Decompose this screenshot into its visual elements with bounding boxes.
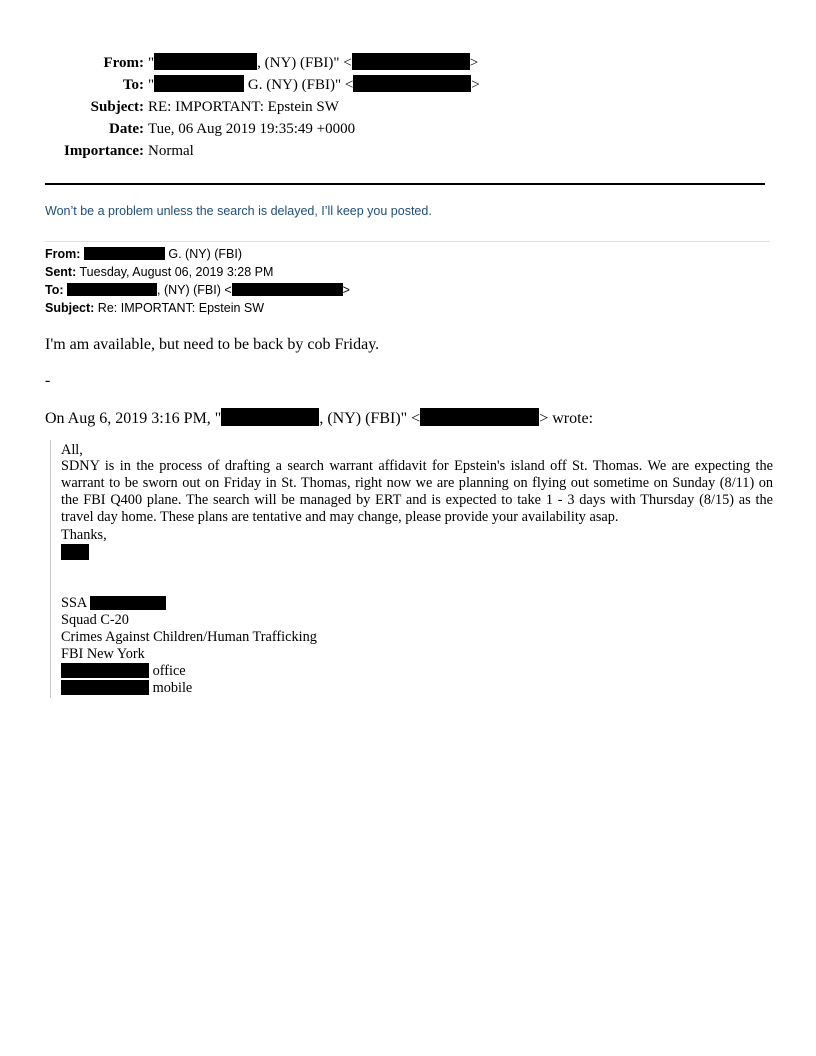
fwd-from-row (45, 245, 242, 263)
subject-label: Subject: (90, 99, 144, 115)
fwd-to-row (45, 281, 350, 299)
fwd-to-label: To: (45, 283, 64, 297)
sig-mobile-phone: mobile (61, 680, 192, 697)
redaction (67, 283, 157, 296)
attribution-line: On Aug 6, 2019 3:16 PM, " , (NY) (FBI)" < > wrote: (45, 410, 594, 427)
fwd-subject-label: Subject: (45, 301, 95, 315)
fwd-from-value: G. (NY) (FBI) (164, 247, 242, 261)
redaction (232, 283, 343, 296)
fwd-sent-value: Tuesday, August 06, 2019 3:28 PM (79, 265, 274, 279)
quoted-thanks: Thanks, (61, 527, 107, 543)
importance-value: Normal (148, 143, 194, 159)
header-importance-row (0, 140, 816, 162)
message-dash: - (45, 372, 51, 389)
sig-squad: Squad C-20 (61, 612, 129, 628)
redaction (352, 53, 470, 70)
header-date-row (0, 118, 816, 140)
fwd-from-label: From: (45, 247, 81, 261)
header-subject-row (0, 96, 816, 118)
redaction (221, 408, 319, 426)
quoted-greeting: All, (61, 442, 83, 458)
from-value: " , (NY) (FBI)" < > (148, 55, 479, 71)
to-value: " G. (NY) (FBI)" < > (148, 77, 480, 93)
quote-bar (50, 440, 51, 698)
to-label: To: (122, 77, 144, 93)
sig-office-phone: office (61, 663, 186, 680)
redaction (353, 75, 471, 92)
from-label: From: (103, 55, 144, 71)
forwarded-divider (45, 241, 770, 242)
redaction (61, 544, 89, 560)
fwd-sent-row (45, 263, 273, 281)
sig-title: SSA (61, 595, 166, 612)
sig-unit: Crimes Against Children/Human Trafficking (61, 629, 317, 645)
fwd-to-close: > (342, 283, 350, 297)
date-label: Date: (109, 121, 144, 137)
fwd-subject-row (45, 299, 264, 317)
redaction (61, 680, 149, 695)
redaction (90, 596, 166, 610)
redaction (420, 408, 539, 426)
header-from-row (0, 52, 816, 74)
redaction (154, 53, 257, 70)
sig-office-name: FBI New York (61, 646, 145, 662)
redaction (84, 247, 165, 260)
fwd-to-mid: , (NY) (FBI) < (157, 283, 232, 297)
quoted-paragraph: SDNY is in the process of drafting a search warrant affidavit for Epstein's island off St. Thomas. We are expecting the warrant to be sworn out on Friday in St. Thomas, right now we are planning on flying out sometime on Sunday (8/11) on the FBI Q400 plane. The search will be managed by ERT and is expected to take 1 - 3 days with Thursday (8/15) as the travel day home. These plans are tentative and may change, please provide your availability asap. (61, 458, 773, 525)
redaction (154, 75, 244, 92)
fwd-subject-value: Re: IMPORTANT: Epstein SW (97, 301, 265, 315)
date-value: Tue, 06 Aug 2019 19:35:49 +0000 (148, 121, 356, 137)
header-to-row (0, 74, 816, 96)
header-divider (45, 183, 765, 185)
message-line: I'm am available, but need to be back by cob Friday. (45, 336, 380, 353)
redaction (61, 663, 149, 678)
subject-value: RE: IMPORTANT: Epstein SW (148, 99, 339, 115)
fwd-sent-label: Sent: (45, 265, 77, 279)
importance-label: Importance: (64, 143, 144, 159)
quoted-signoff-redaction (61, 544, 89, 562)
reply-text: Won’t be a problem unless the search is delayed, I’ll keep you posted. (45, 204, 432, 218)
